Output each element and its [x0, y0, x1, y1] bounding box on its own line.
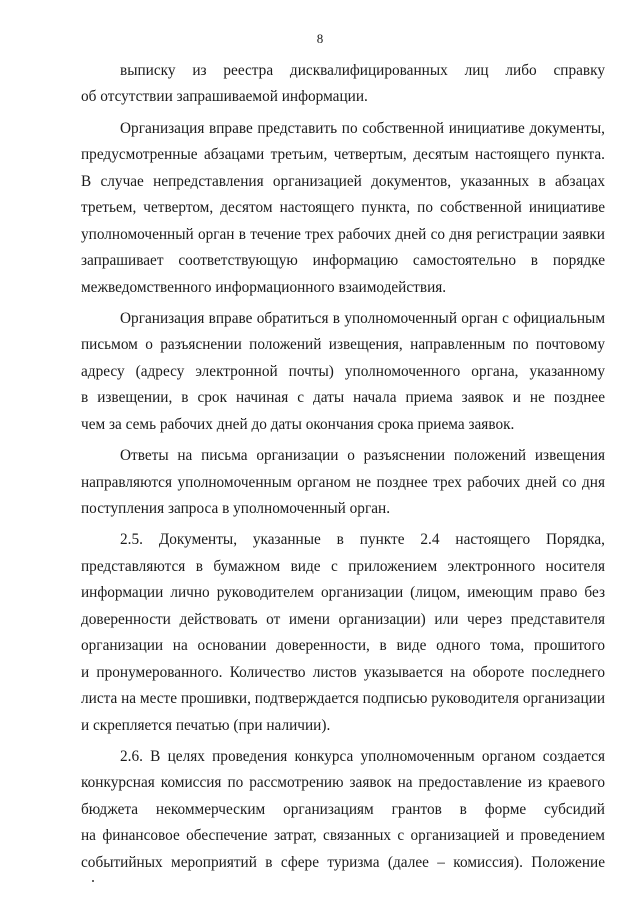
text-line: доверенности действовать от имени организации) или через представителя — [81, 610, 605, 628]
text-line: листа на месте прошивки, подтверждается подписью руководителя организации — [81, 690, 606, 708]
text-line: третьем, четвертом, десятом настоящего пункта, по собственной инициативе — [81, 199, 605, 217]
paragraph-1 — [81, 58, 605, 111]
text-line: направляются уполномоченным органом не позднее трех рабочих дней со дня — [81, 473, 605, 491]
text-line: 2.5. Документы, указанные в пункте 2.4 настоящего Порядка, — [120, 531, 605, 549]
text-line: выписку из реестра дисквалифицированных лиц либо справку — [120, 62, 605, 79]
document-body — [81, 58, 605, 876]
text-line: на финансовое обеспечение затрат, связанных с организацией и проведением — [81, 827, 605, 845]
text-line: и пронумерованного. Количество листов указывается на обороте последнего — [81, 663, 605, 681]
text-line: В случае непредставления организацией документов, указанных в абзацах — [81, 172, 605, 190]
text-line: бюджета некоммерческим организациям грантов в форме субсидий — [81, 800, 605, 818]
text-line: информации лично руководителем организации (лицом, имеющим право без — [81, 584, 605, 602]
text-line: уполномоченный орган в течение трех рабочих дней со дня регистрации заявки — [81, 225, 605, 243]
text-line: предусмотренные абзацами третьим, четвертым, десятым настоящего пункта. — [81, 146, 605, 164]
text-line: и скрепляется печатью (при наличии). — [81, 716, 331, 734]
text-line: Организация вправе представить по собственной инициативе документы, — [120, 119, 605, 137]
text-line: представляются в бумажном виде с приложением электронного носителя — [81, 557, 605, 575]
text-line: чем за семь рабочих дней до даты окончания срока приема заявок. — [81, 415, 515, 433]
text-line: поступления запроса в уполномоченный орган. — [81, 500, 391, 517]
paragraph-4 — [81, 443, 605, 522]
text-line: организации на основании доверенности, в виде одного тома, прошитого — [81, 637, 605, 655]
text-line: межведомственного информационного взаимодействия. — [81, 278, 447, 296]
text-line: об отсутствии запрашиваемой информации. — [81, 88, 368, 106]
text-line: Ответы на письма организации о разъяснении положений извещения — [120, 447, 605, 465]
text-line: 2.6. В целях проведения конкурса уполномоченным органом создается — [120, 747, 605, 765]
text-line: адресу (адресу электронной почты) уполномоченного органа, указанному — [81, 362, 605, 380]
text-line: конкурсная комиссия по рассмотрению заявок на предоставление из краевого — [81, 774, 605, 792]
paragraph-2 — [81, 116, 605, 301]
paragraph-6 — [81, 744, 605, 876]
text-line: Организация вправе обратиться в уполномоченный орган с официальным — [120, 309, 605, 327]
paragraph-5 — [81, 527, 605, 739]
text-line: запрашивает соответствующую информацию самостоятельно в порядке — [81, 252, 605, 270]
paragraph-3 — [81, 306, 605, 438]
text-line: событийных мероприятий в сфере туризма (далее – комиссия). Положение — [81, 853, 605, 871]
scan-speck — [92, 880, 94, 882]
text-line: письмом о разъяснении положений извещения, направленным по почтовому — [81, 336, 605, 354]
text-line: в извещении, в срок начиная с даты начала приема заявок и не позднее — [81, 389, 605, 407]
page-number: 8 — [316, 31, 324, 46]
